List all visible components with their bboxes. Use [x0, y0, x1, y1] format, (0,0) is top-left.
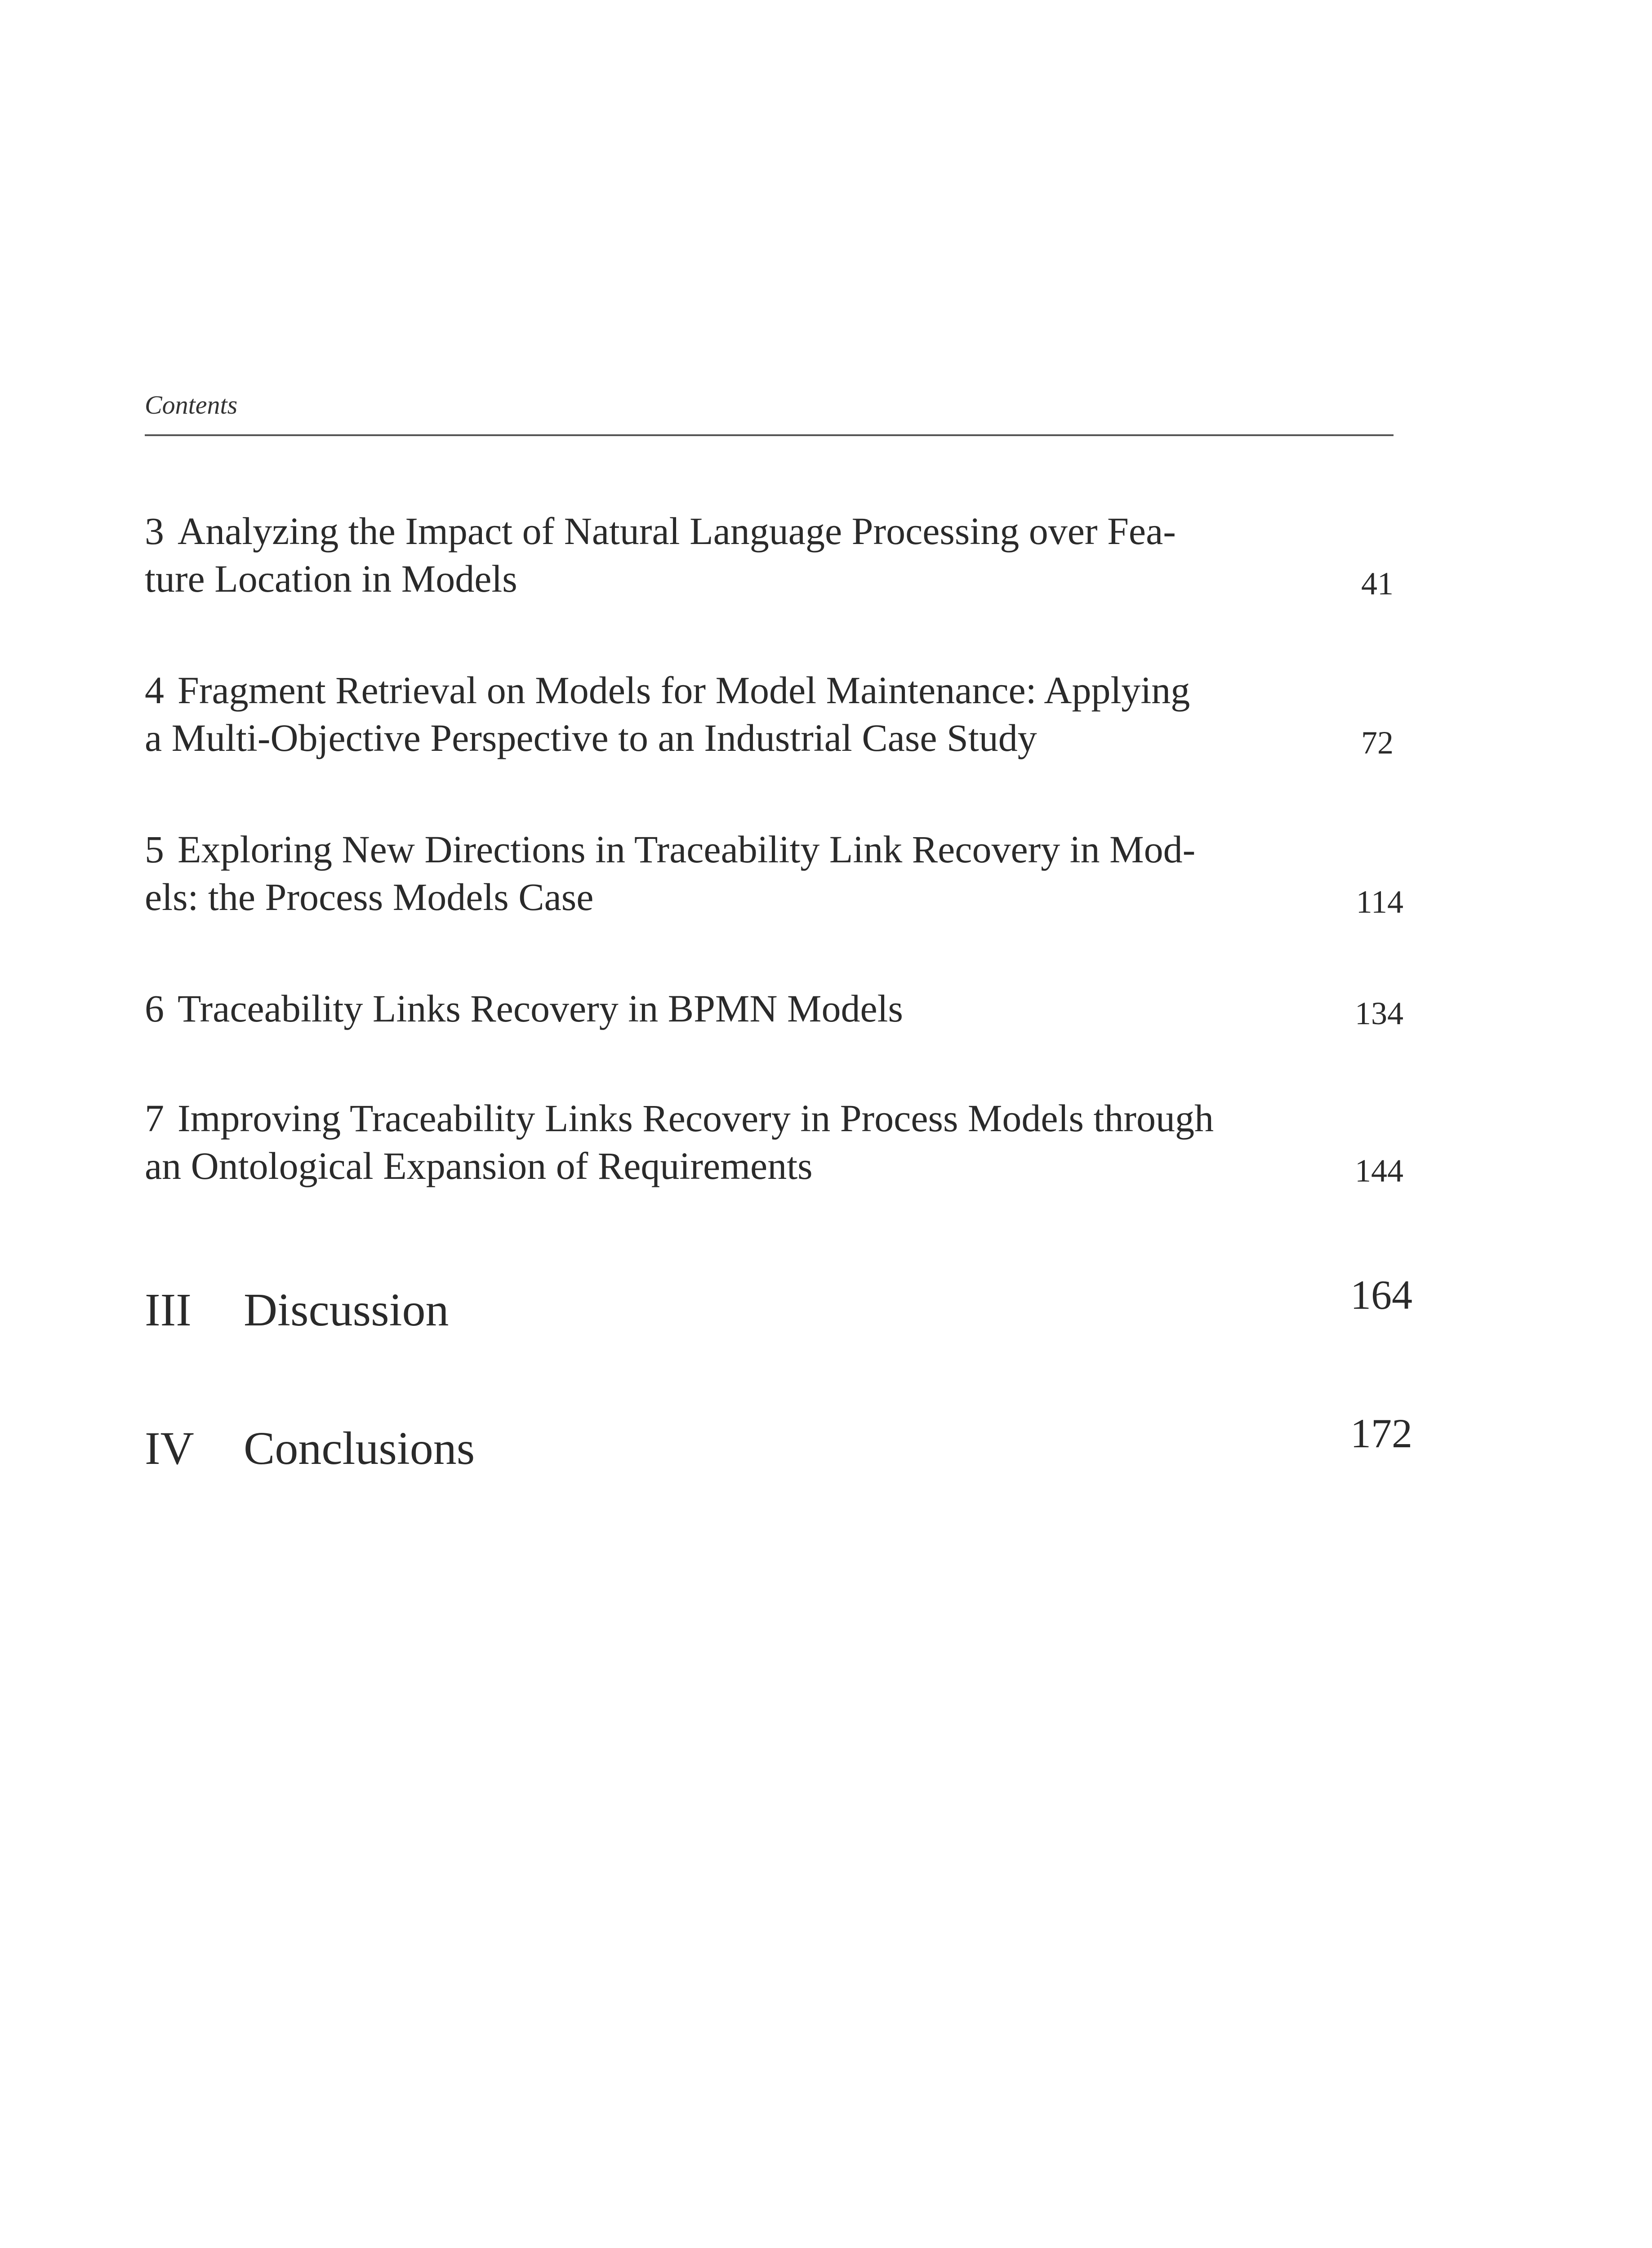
- toc-entry-part-iii[interactable]: [145, 1272, 1412, 1336]
- chapter-title-line: an Ontological Expansion of Requirements: [145, 1144, 813, 1187]
- part-number: IV: [145, 1423, 194, 1474]
- part-title: Conclusions: [244, 1423, 475, 1474]
- chapter-number: 6: [145, 987, 164, 1030]
- page-number: 144: [1355, 1153, 1403, 1189]
- toc-entry-line: [145, 666, 1403, 714]
- chapter-number: 4: [145, 669, 164, 712]
- toc-entry-line: [145, 555, 1403, 602]
- running-head: Contents: [145, 390, 238, 419]
- chapter-title-line: Traceability Links Recovery in BPMN Models: [178, 987, 903, 1030]
- toc-entry-line: [145, 825, 1403, 873]
- chapter-title-line: Exploring New Directions in Traceability Link Recovery in Mod-: [178, 828, 1196, 871]
- chapter-title-line: els: the Process Models Case: [145, 875, 594, 919]
- chapter-title-line: Fragment Retrieval on Models for Model Maintenance: Applying: [178, 669, 1190, 712]
- chapter-title-line: a Multi-Objective Perspective to an Industrial Case Study: [145, 716, 1037, 759]
- chapter-number: 5: [145, 828, 164, 871]
- page-number: 114: [1356, 884, 1403, 920]
- chapter-title-line: ture Location in Models: [145, 557, 517, 600]
- toc-entry-line: [145, 873, 1403, 921]
- toc-entry-line: [145, 1094, 1403, 1142]
- toc-entry-chapter-7[interactable]: [145, 1094, 1403, 1190]
- toc-entry-part-iv[interactable]: [145, 1410, 1412, 1474]
- page-number: 72: [1361, 725, 1394, 761]
- toc-entry-chapter-3[interactable]: [145, 507, 1403, 602]
- chapter-title-line: Analyzing the Impact of Natural Language Processing over Fea-: [178, 509, 1176, 553]
- page-number: 134: [1355, 995, 1403, 1031]
- toc-entry-line: [145, 985, 1403, 1032]
- toc-entry-line: [145, 507, 1403, 555]
- toc-entry-chapter-6[interactable]: [145, 985, 1403, 1032]
- toc-entry-line: [145, 1142, 1403, 1190]
- header-rule: [145, 434, 1394, 436]
- page-number: 164: [1350, 1272, 1412, 1318]
- part-title: Discussion: [244, 1284, 449, 1336]
- chapter-number: 3: [145, 509, 164, 553]
- part-number: III: [145, 1284, 191, 1336]
- toc-entry-chapter-5[interactable]: [145, 825, 1403, 921]
- chapter-title-line: Improving Traceability Links Recovery in Process Models through: [178, 1097, 1214, 1140]
- page-number: 172: [1350, 1410, 1412, 1456]
- page-number: 41: [1361, 566, 1394, 602]
- toc-entry-line: [145, 714, 1403, 762]
- chapter-number: 7: [145, 1097, 164, 1140]
- toc-entry-chapter-4[interactable]: [145, 666, 1403, 762]
